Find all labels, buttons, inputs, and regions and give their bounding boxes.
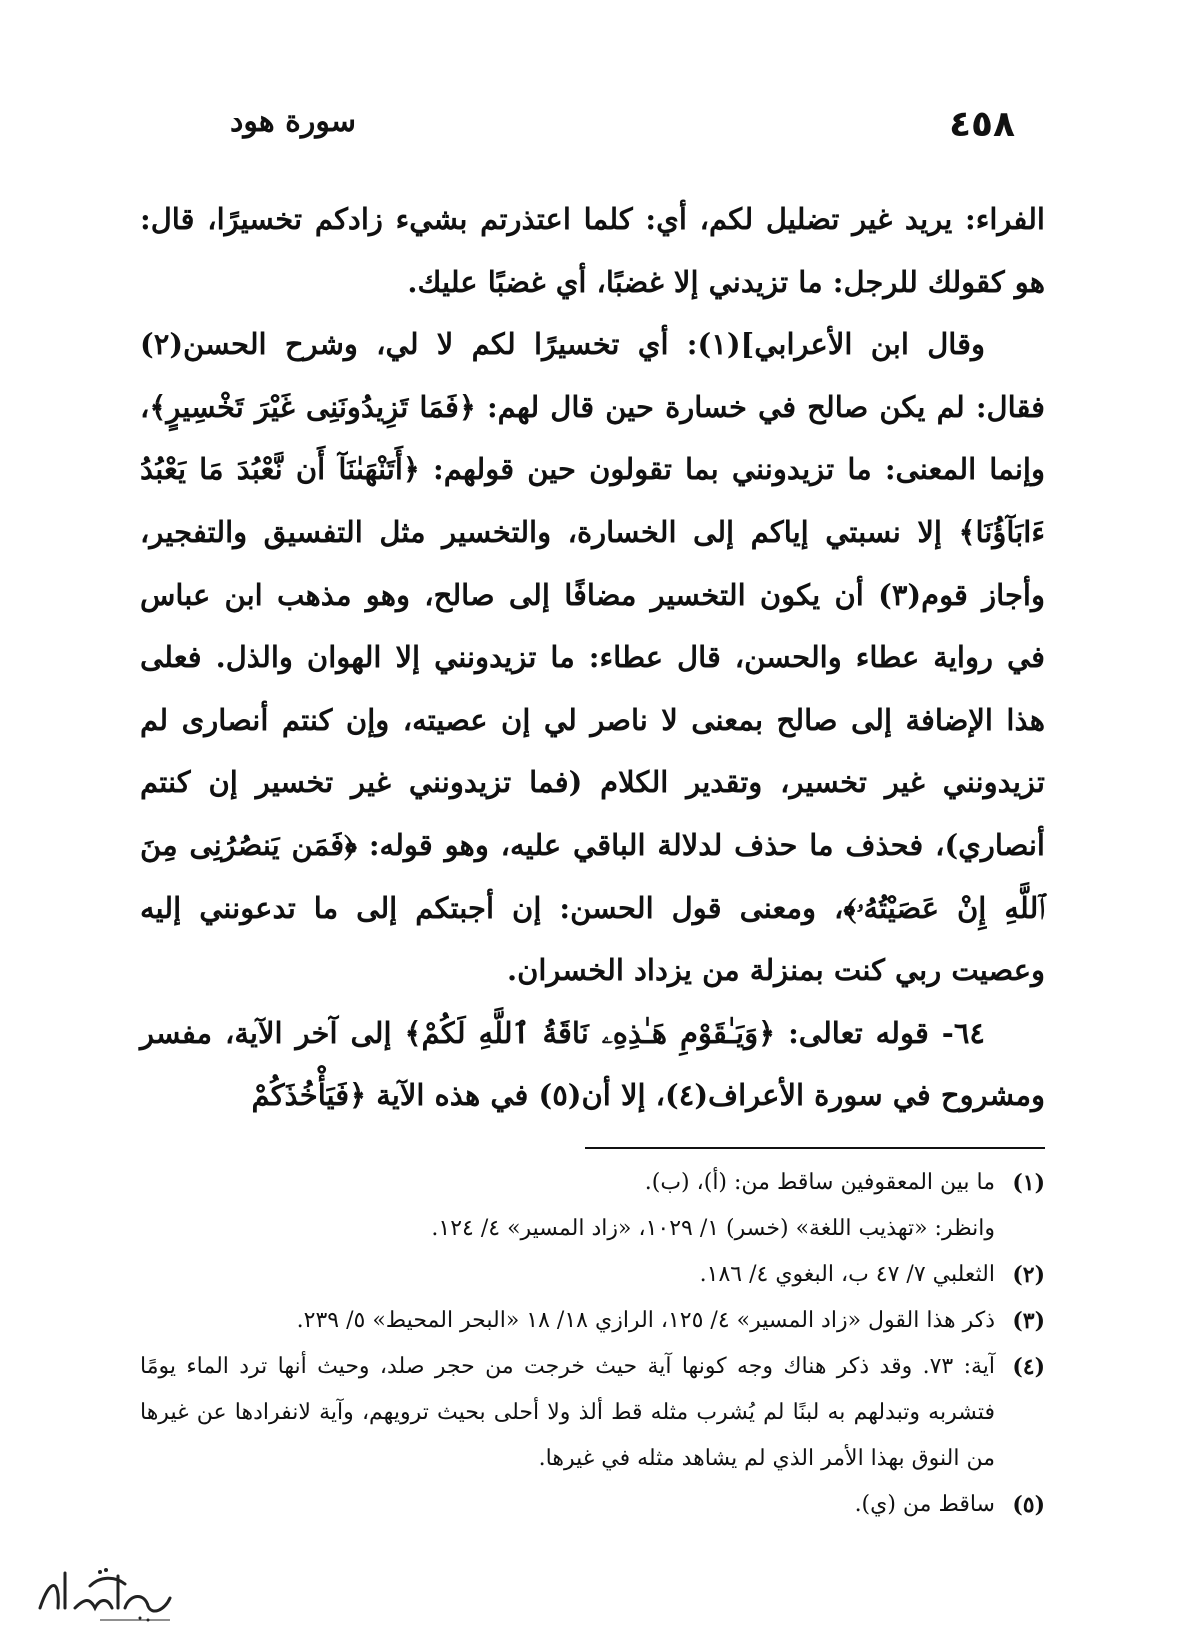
main-text	[140, 188, 1045, 1127]
calligraphy-logo-icon	[30, 1558, 180, 1628]
footnote-divider	[585, 1147, 1045, 1149]
footnote-text: آية: ٧٣. وقد ذكر هناك وجه كونها آية حيث خرجت من حجر صلد، وحيث أنها ترد الماء يومًا فتشربه وتبدلهم به لبنًا لم يُشرب مثله قط ألذ ولا أحلى بحيث ترويهم، وآية لانفرادها عن غيرها من النوق بهذا الأمر الذي لم يشاهد مثله في غيرها.	[140, 1354, 996, 1471]
paragraph-2: وقال ابن الأعرابي](١): أي تخسيرًا لكم لا لي، وشرح الحسن(٢) فقال: لم يكن صالح في خسارة حين قال لهم: ﴿فَمَا تَزِيدُونَنِى غَيْرَ تَخْسِيرٍ﴾، وإنما المعنى: ما تزيدونني بما تقولون حين قولهم: ﴿أَتَنْهَىٰنَآ أَن نَّعْبُدَ مَا يَعْبُدُ ءَابَآؤُنَا﴾ إلا نسبتي إياكم إلى الخسارة، والتخسير مثل التفسيق والتفجير، وأجاز قوم(٣) أن يكون التخسير مضافًا إلى صالح، وهو مذهب ابن عباس في رواية عطاء والحسن، قال عطاء: ما تزيدونني إلا الهوان والذل. فعلى هذا الإضافة إلى صالح بمعنى لا ناصر لي إن عصيته، وإن كنتم أنصارى لم تزيدونني غير تخسير، وتقدير الكلام (فما تزيدونني غير تخسير إن كنتم أنصاري)، فحذف ما حذف لدلالة الباقي عليه، وهو قوله: ﴿فَمَن يَنصُرُنِى مِنَ ٱللَّهِ إِنْ عَصَيْتُهُۥ﴾، ومعنى قول الحسن: إن أجبتكم إلى ما تدعونني إليه وعصيت ربي كنت بمنزلة من يزداد الخسران.	[140, 327, 1045, 988]
footnote-number: (٣)	[1012, 1308, 1045, 1334]
footnote-number: (١)	[1012, 1170, 1045, 1196]
page-number: ٤٥٨	[949, 104, 1015, 145]
paragraph-1: الفراء: يريد غير تضليل لكم، أي: كلما اعتذرتم بشيء زادكم تخسيرًا، قال: هو كقولك للرجل: ما تزيدني إلا غضبًا، أي غضبًا عليك.	[140, 202, 1045, 299]
footnote-text: ما بين المعقوفين ساقط من: (أ)، (ب).	[644, 1170, 995, 1195]
footnote-number: (٢)	[1012, 1262, 1045, 1288]
footnote-2	[140, 1252, 1045, 1298]
footnote-number: (٤)	[1012, 1354, 1045, 1380]
footnote-number: (٥)	[1012, 1492, 1045, 1518]
footnote-text: وانظر: «تهذيب اللغة» (خسر) ١/ ١٠٢٩، «زاد المسير» ٤/ ١٢٤.	[431, 1216, 995, 1241]
footnote-text: ساقط من (ي).	[854, 1492, 995, 1517]
footnotes	[140, 1160, 1045, 1528]
paragraph-3: ٦٤- قوله تعالى: ﴿وَيَـٰقَوْمِ هَـٰذِهِۦ نَاقَةُ ٱللَّهِ لَكُمْ﴾ إلى آخر الآية، مفسر ومشروح في سورة الأعراف(٤)، إلا أن(٥) في هذه الآية ﴿فَيَأْخُذَكُمْ	[140, 1015, 1045, 1113]
footnote-1	[140, 1160, 1045, 1252]
running-title: سورة هود	[230, 104, 356, 139]
footnote-text: الثعلبي ٧/ ٤٧ ب، البغوي ٤/ ١٨٦.	[699, 1262, 995, 1287]
footnote-text: ذكر هذا القول «زاد المسير» ٤/ ١٢٥، الرازي ١٨/ ١٨ «البحر المحيط» ٥/ ٢٣٩.	[296, 1308, 995, 1333]
footnote-3	[140, 1298, 1045, 1344]
page-header	[170, 96, 1015, 166]
footnote-5	[140, 1482, 1045, 1528]
footnote-4	[140, 1344, 1045, 1482]
